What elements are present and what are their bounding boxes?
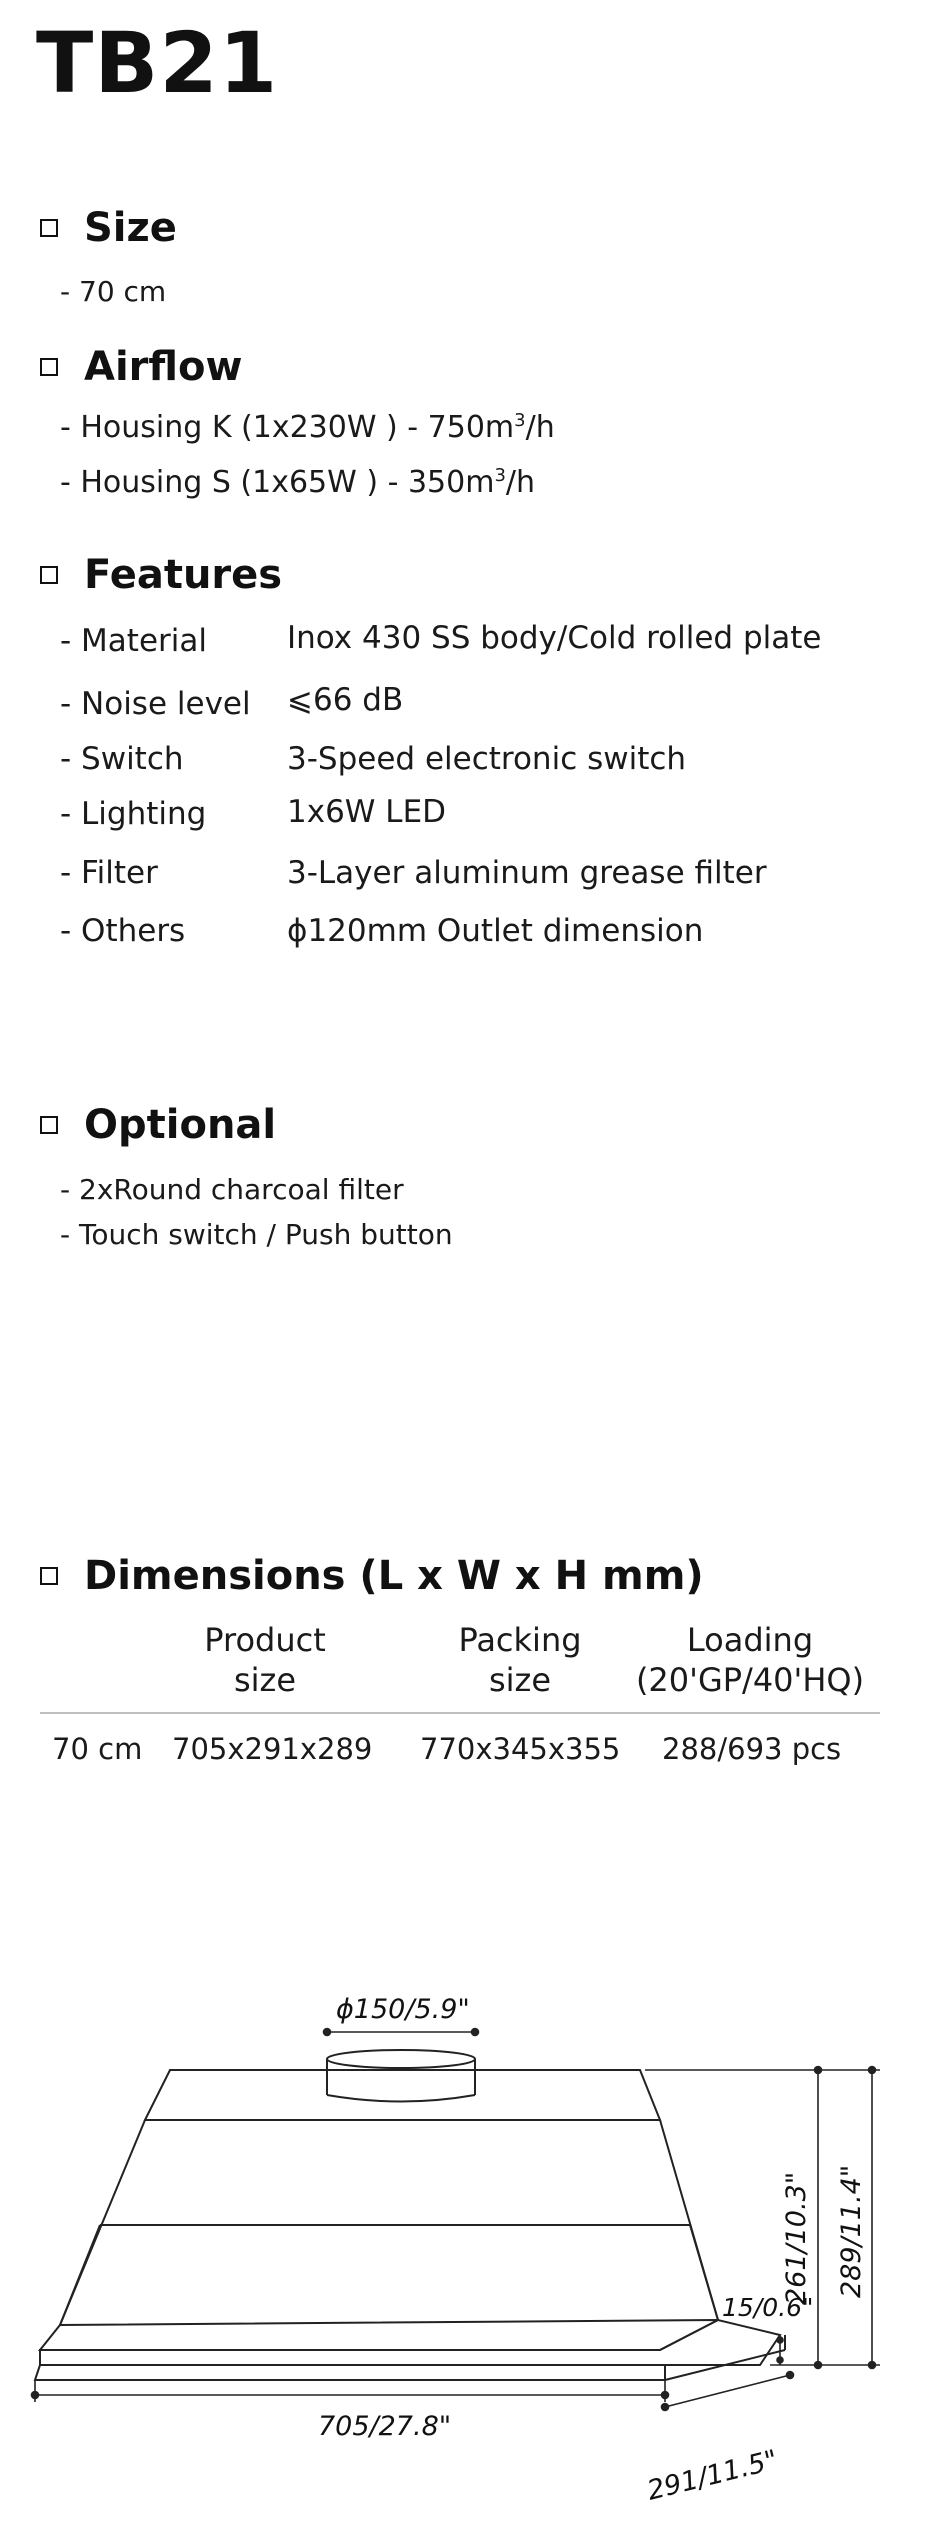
dim-dot bbox=[472, 2029, 479, 2036]
outlet-bottom bbox=[327, 2095, 475, 2102]
dim-dot bbox=[869, 2067, 876, 2074]
superscript: 3 bbox=[514, 410, 526, 431]
label-lip: 15/0.6" bbox=[722, 2293, 814, 2322]
header-line: size bbox=[488, 1661, 552, 1699]
cell-size: 70 cm bbox=[52, 1732, 143, 1766]
label-depth: 291/11.5" bbox=[644, 2444, 781, 2507]
section-optional-heading bbox=[40, 1102, 276, 1148]
section-airflow-heading bbox=[40, 344, 242, 390]
cell-packing-size: 770x345x355 bbox=[420, 1732, 621, 1766]
checkbox-icon bbox=[40, 566, 58, 584]
dim-dot bbox=[662, 2404, 669, 2411]
header-product-size bbox=[175, 1620, 355, 1700]
dim-dot bbox=[815, 2067, 822, 2074]
dim-dot bbox=[662, 2392, 669, 2399]
feature-value: Inox 430 SS body/Cold rolled plate bbox=[287, 620, 822, 656]
hood-front-edge bbox=[690, 2225, 718, 2320]
hood-front-edge bbox=[60, 2225, 100, 2325]
dim-dot bbox=[777, 2337, 783, 2343]
dim-dot bbox=[324, 2029, 331, 2036]
dim-dot bbox=[32, 2392, 39, 2399]
feature-label: - Noise level bbox=[60, 686, 251, 722]
section-dimensions-title: Dimensions (L x W x H mm) bbox=[84, 1553, 704, 1599]
label-total-height: 289/11.4" bbox=[836, 2164, 867, 2298]
section-size-title: Size bbox=[84, 205, 177, 251]
checkbox-icon bbox=[40, 1116, 58, 1134]
dim-dot bbox=[777, 2357, 783, 2363]
feature-value: ⩽66 dB bbox=[287, 682, 404, 718]
section-features-title: Features bbox=[84, 552, 283, 598]
feature-label: - Material bbox=[60, 623, 207, 659]
unit-suffix: /h bbox=[505, 465, 536, 500]
hood-bottom-lip bbox=[35, 2365, 665, 2380]
product-title: TB21 bbox=[36, 14, 279, 112]
hood-lower-face bbox=[40, 2320, 718, 2350]
superscript: 3 bbox=[494, 465, 506, 486]
checkbox-icon bbox=[40, 358, 58, 376]
header-line: (20'GP/40'HQ) bbox=[635, 1661, 865, 1699]
feature-label: - Filter bbox=[60, 855, 158, 891]
unit-suffix: /h bbox=[525, 410, 555, 445]
cell-loading: 288/693 pcs bbox=[662, 1732, 842, 1766]
label-length: 705/27.8" bbox=[318, 2411, 452, 2442]
feature-value: 3-Speed electronic switch bbox=[287, 741, 687, 777]
section-features-heading bbox=[40, 552, 282, 598]
dim-dot bbox=[815, 2362, 822, 2369]
header-line: Packing bbox=[458, 1621, 582, 1659]
feature-value: ϕ120mm Outlet dimension bbox=[287, 913, 704, 949]
optional-item: - Touch switch / Push button bbox=[60, 1218, 453, 1251]
section-optional-title: Optional bbox=[84, 1102, 277, 1148]
header-packing-size bbox=[430, 1620, 610, 1700]
feature-label: - Lighting bbox=[60, 796, 207, 832]
outlet-top bbox=[327, 2050, 475, 2068]
size-item: - 70 cm bbox=[60, 275, 167, 308]
dim-line-depth bbox=[665, 2375, 790, 2407]
range-hood-drawing bbox=[0, 1970, 925, 2530]
label-body-height: 261/10.3" bbox=[781, 2171, 812, 2305]
hood-top-plate bbox=[145, 2070, 660, 2120]
feature-label: - Others bbox=[60, 913, 186, 949]
header-line: Loading bbox=[686, 1621, 814, 1659]
airflow-item-text: - Housing K (1x230W ) - 750m bbox=[60, 410, 515, 445]
hood-bottom-tray bbox=[40, 2320, 780, 2365]
section-dimensions-heading bbox=[40, 1553, 704, 1599]
airflow-item-text: - Housing S (1x65W ) - 350m bbox=[60, 465, 495, 500]
label-outlet: ϕ150/5.9" bbox=[336, 1994, 470, 2025]
dim-dot bbox=[787, 2372, 794, 2379]
section-size-heading bbox=[40, 205, 177, 251]
checkbox-icon bbox=[40, 1567, 58, 1585]
cell-product-size: 705x291x289 bbox=[172, 1732, 373, 1766]
header-loading bbox=[625, 1620, 875, 1700]
header-line: Product bbox=[204, 1621, 326, 1659]
header-line: size bbox=[233, 1661, 297, 1699]
feature-value: 1x6W LED bbox=[287, 794, 447, 830]
feature-value: 3-Layer aluminum grease filter bbox=[287, 855, 767, 891]
section-airflow-title: Airflow bbox=[84, 344, 243, 390]
optional-item: - 2xRound charcoal filter bbox=[60, 1173, 404, 1206]
checkbox-icon bbox=[40, 219, 58, 237]
airflow-item bbox=[60, 465, 535, 500]
table-divider bbox=[40, 1712, 880, 1714]
feature-label: - Switch bbox=[60, 741, 184, 777]
dim-dot bbox=[869, 2362, 876, 2369]
airflow-item bbox=[60, 410, 555, 445]
